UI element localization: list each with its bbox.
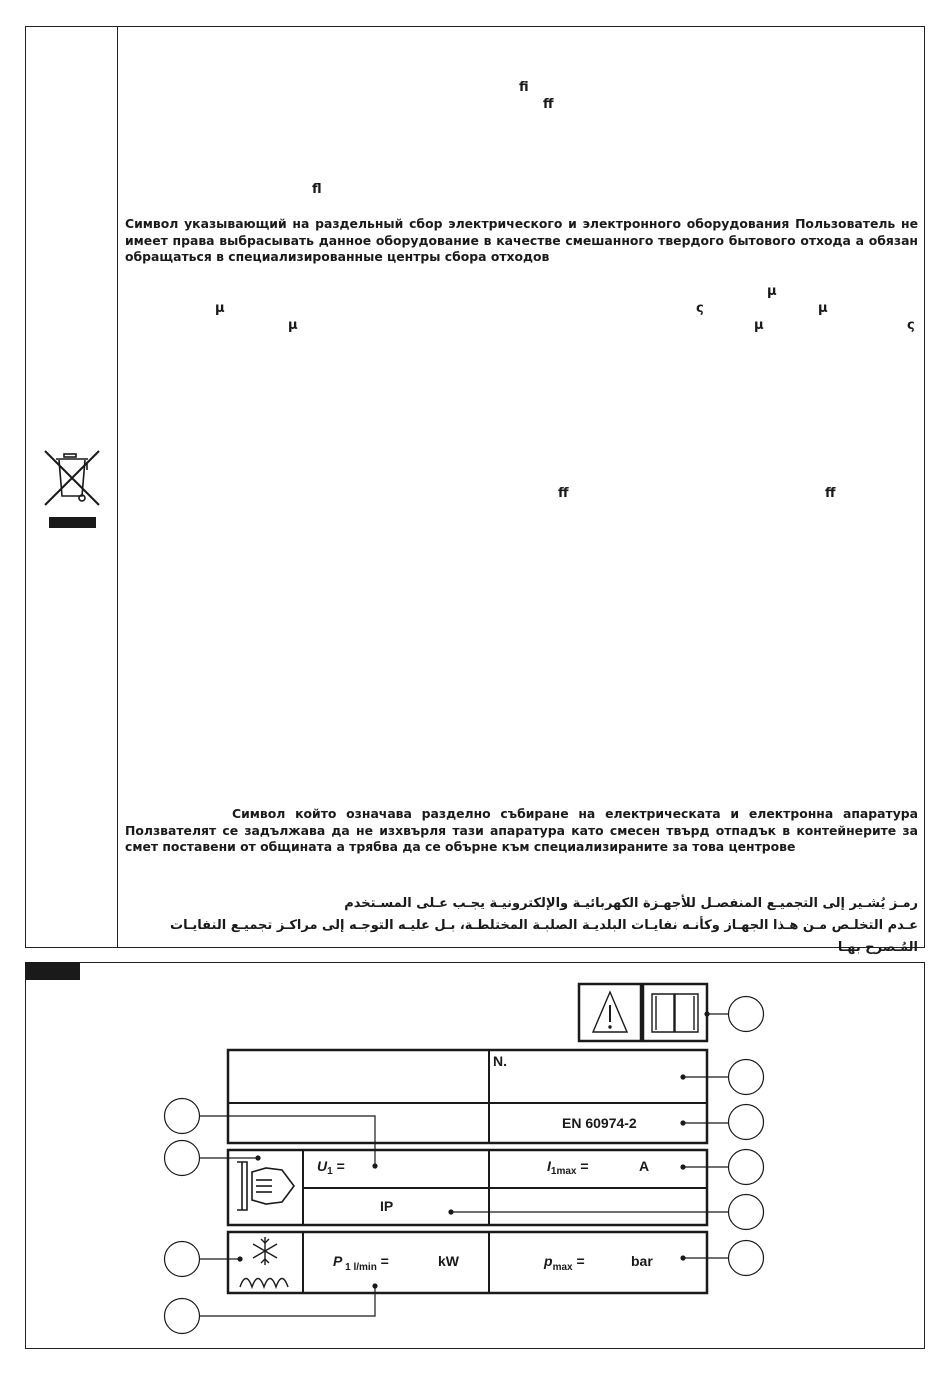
stray-glyph: ς <box>907 318 915 333</box>
pmax-label: $p_{max}$ = <box>544 1253 585 1273</box>
stray-glyph: µ <box>818 301 828 316</box>
serial-number-label: N. <box>493 1053 507 1069</box>
i1max-unit: A <box>639 1158 650 1174</box>
stray-glyph: µ <box>288 318 298 333</box>
stray-glyph: ﬁ <box>519 80 529 95</box>
power-plug-icon <box>237 1162 294 1210</box>
ip-label: IP <box>380 1198 394 1214</box>
stray-glyph: ς <box>696 301 704 316</box>
p1-unit: kW <box>438 1253 459 1269</box>
p1-label: P $_{1 l/min}$ = <box>333 1253 389 1273</box>
arabic-disposal-line-2: عـدم التخلـص مـن هـذا الجهـاز وكأنـه نفايـات البلديـة الصلبـة المختلطـة، بـل عليـه التوجـه إلى مراكـز تجميـع النفايـات المُـصرح بهـا <box>170 918 918 955</box>
arabic-disposal-line-1: رمـز يُشـير إلى التجميـع المنفصـل للأجهـزة الكهربائيـة والإلكترونيـة يجـب عـلى المسـتخدم <box>344 896 918 911</box>
stray-glyph: ﬀ <box>558 486 569 501</box>
russian-disposal-text: Символ указывающий на раздельный сбор электрического и электронного оборудования Пользователь не имеет права выбрасывать данное оборудование в качестве смешанного твердого бытового отхода а обязан обращаться в специализированные центры сбора отходов <box>125 216 918 264</box>
standard-label: EN 60974-2 <box>562 1115 637 1131</box>
open-book-icon <box>652 994 698 1032</box>
bulgarian-disposal-text: Символ който означава разделно събиране на електрическата и електронна апаратура Ползвателят се задължава да не изхвърля тази апаратура като смесен твърд отпадък в контейнерите за смет поставени от общината а трябва да се обърне към специализираните за това центрове <box>125 806 918 854</box>
stray-glyph: µ <box>767 284 777 299</box>
u1-label: $U_1$ = <box>317 1158 345 1177</box>
stray-glyph: ﬀ <box>825 486 836 501</box>
i1max-label: $I_{1max}$ = <box>547 1158 589 1177</box>
stray-glyph: µ <box>754 318 764 333</box>
stray-glyph: µ <box>215 301 225 316</box>
pmax-unit: bar <box>631 1253 653 1269</box>
stray-glyph: ﬂ <box>312 182 322 197</box>
warning-triangle-icon <box>593 992 627 1032</box>
snowflake-heat-icon <box>240 1237 288 1287</box>
stray-glyph: ﬀ <box>543 97 554 112</box>
